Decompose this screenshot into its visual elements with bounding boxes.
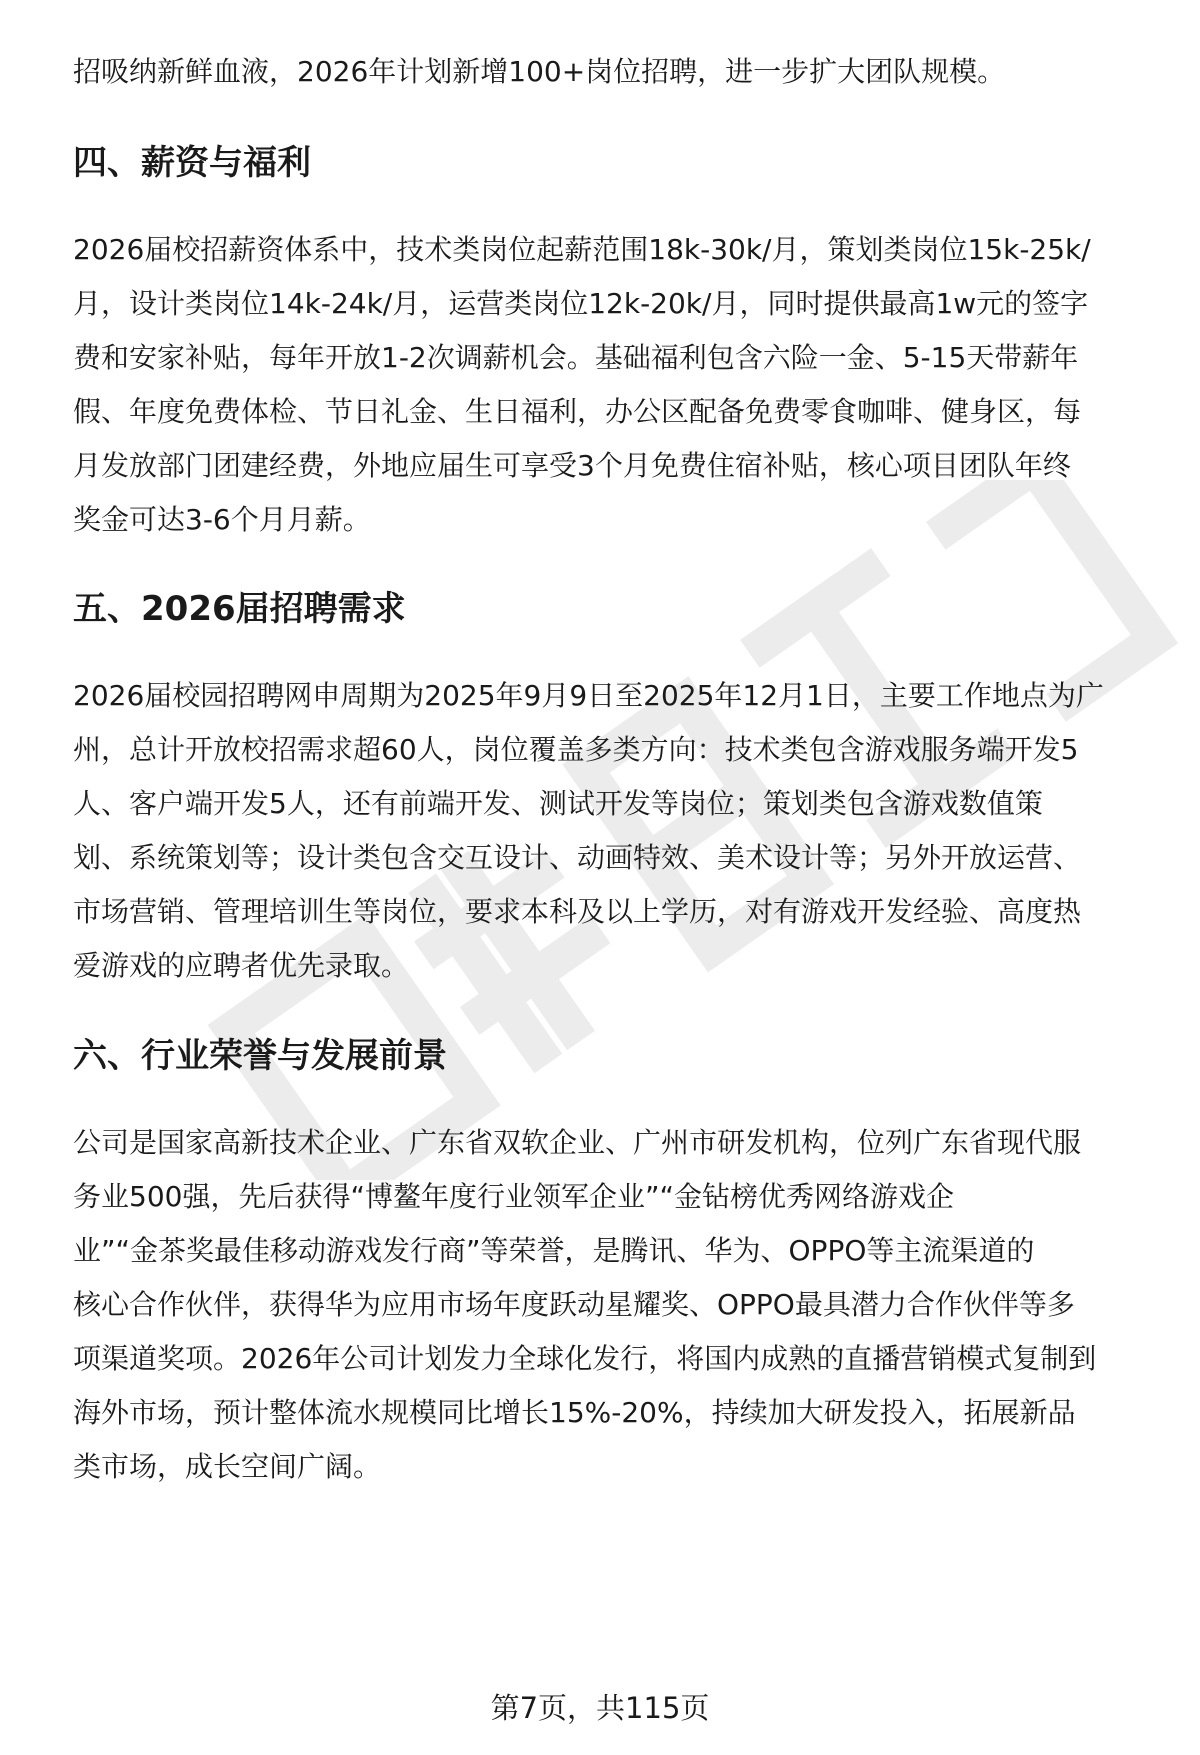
paragraph-line: 海外市场，预计整体流水规模同比增长15%-20%，持续加大研发投入，拓展新品	[73, 1396, 1076, 1429]
paragraph-line: 类市场，成长空间广阔。	[73, 1450, 382, 1483]
paragraph-line: 公司是国家高新技术企业、广东省双软企业、广州市研发机构，位列广东省现代服	[73, 1126, 1082, 1159]
paragraph-line: 奖金可达3-6个月月薪。	[73, 503, 371, 536]
paragraph-line: 市场营销、管理培训生等岗位，要求本科及以上学历，对有游戏开发经验、高度热	[73, 895, 1082, 928]
paragraph-line: 月发放部门团建经费，外地应届生可享受3个月免费住宿补贴，核心项目团队年终	[73, 449, 1071, 482]
paragraph-line: 2026届校招薪资体系中，技术类岗位起薪范围18k-30k/月，策划类岗位15k-25k/	[73, 233, 1091, 266]
paragraph-line: 假、年度免费体检、节日礼金、生日福利，办公区配备免费零食咖啡、健身区，每	[73, 395, 1082, 428]
paragraph-line: 划、系统策划等；设计类包含交互设计、动画特效、美术设计等；另外开放运营、	[73, 841, 1082, 874]
paragraph-line: 项渠道奖项。2026年公司计划发力全球化发行，将国内成熟的直播营销模式复制到	[73, 1342, 1097, 1375]
paragraph-line: 2026届校园招聘网申周期为2025年9月9日至2025年12月1日，主要工作地点为广	[73, 679, 1104, 712]
page-number-footer: 第7页，共115页	[490, 1691, 710, 1725]
section-heading-honors: 六、行业荣誉与发展前景	[73, 1036, 447, 1076]
paragraph-line: 务业500强，先后获得“博鳌年度行业领军企业”“金钻榜优秀网络游戏企	[73, 1180, 954, 1213]
paragraph-line: 人、客户端开发5人，还有前端开发、测试开发等岗位；策划类包含游戏数值策	[73, 787, 1043, 820]
paragraph-line: 州，总计开放校招需求超60人，岗位覆盖多类方向：技术类包含游戏服务端开发5	[73, 733, 1079, 766]
paragraph-line: 业”“金茶奖最佳移动游戏发行商”等荣誉，是腾讯、华为、OPPO等主流渠道的	[73, 1234, 1035, 1267]
section-heading-salary: 四、薪资与福利	[73, 143, 311, 183]
paragraph-line: 费和安家补贴，每年开放1-2次调薪机会。基础福利包含六险一金、5-15天带薪年	[73, 341, 1079, 374]
section-heading-recruitment: 五、2026届招聘需求	[73, 589, 406, 629]
intro-tail-text: 招吸纳新鲜血液，2026年计划新增100+岗位招聘，进一步扩大团队规模。	[73, 55, 1006, 88]
paragraph-line: 爱游戏的应聘者优先录取。	[73, 949, 410, 982]
paragraph-line: 核心合作伙伴，获得华为应用市场年度跃动星耀奖、OPPO最具潜力合作伙伴等多	[73, 1288, 1075, 1321]
paragraph-line: 月，设计类岗位14k-24k/月，运营类岗位12k-20k/月，同时提供最高1w元的签字	[73, 287, 1089, 320]
